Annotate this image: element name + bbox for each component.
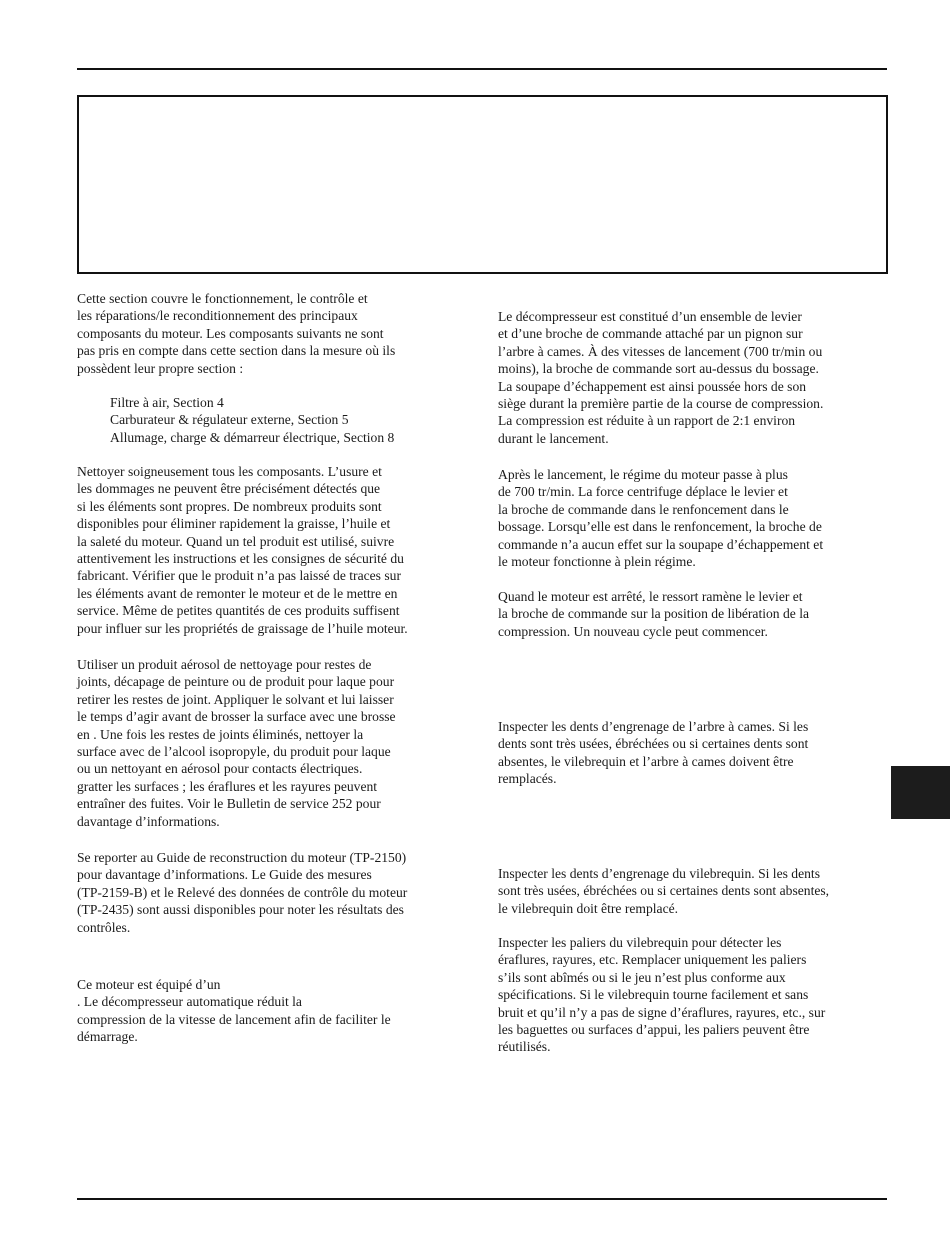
footer-rule — [77, 1198, 887, 1200]
cleaning-paragraph: Nettoyer soigneusement tous les composants. L’usure et les dommages ne peuvent être précisément détectés que si les éléments sont propres. De nombreux produits sont disponibles pour éliminer rapidement la graisse, l’huile et la saleté du moteur. Quand un tel produit est utilisé, suivre attentivement les instructions et les consignes de sécurité du fabricant. Vérifier que le produit n’a pas laissé de traces sur les éléments avant de remonter le moteur et de le mettre en service. Même de petites quantités de ces produits suffisent pour influer sur les propriétés de graissage de l’huile moteur. — [77, 464, 408, 636]
intro-paragraph: Cette section couvre le fonctionnement, le contrôle et les réparations/le reconditionnement des principaux composants du moteur. Les composants suivants ne sont pas pris en compte dans cette section dans la mesure où ils possèdent leur propre section : — [77, 291, 396, 376]
decompressor-description-paragraph: Le décompresseur est constitué d’un ensemble de levier et d’une broche de commande attaché par un pignon sur l’arbre à cames. À des vitesses de lancement (700 tr/min ou moins), la broche de commande sort au-dessus du bossage. La soupape d’échappement est ainsi poussée hors de son siège durant la première partie de la course de compression. La compression est réduite à un rapport de 2:1 environ durant le lancement. — [498, 309, 824, 446]
crankshaft-bearings-paragraph: Inspecter les paliers du vilebrequin pour détecter les éraflures, rayures, etc. Remplacer uniquement les paliers s’ils sont abîmés ou si le jeu n’est plus conforme aux spécifications. Si le vilebrequin tourne facilement et sans bruit et qu’il n’y a pas de signe d’éraflures, rayures, etc., sur les baguettes ou surfaces d’appui, les paliers peuvent être réutilisés. — [498, 935, 826, 1055]
after-cranking-paragraph: Après le lancement, le régime du moteur passe à plus de 700 tr/min. La force centrifuge déplace le levier et la broche de commande dans le renfoncement dans le bossage. Lorsqu’elle est dans le renfoncement, la broche de commande n’a aucun effet sur la soupape d’échappement et le moteur fonctionne à plein régime. — [498, 467, 824, 570]
warning-box-frame — [77, 95, 888, 274]
camshaft-inspection-paragraph: Inspecter les dents d’engrenage de l’arbre à cames. Si les dents sont très usées, ébréchées ou si certaines dents sont absentes, le vilebrequin et l’arbre à cames doivent être remplacés. — [498, 719, 809, 787]
crankshaft-gear-inspection-paragraph: Inspecter les dents d’engrenage du vilebrequin. Si les dents sont très usées, ébréchées ou si certaines dents sont absentes, le vilebrequin doit être remplacé. — [498, 866, 830, 916]
reference-guides-paragraph: Se reporter au Guide de reconstruction du moteur (TP-2150) pour davantage d’informations. Le Guide des mesures (TP-2159-B) et le Relevé des données de contrôle du moteur (TP-2435) sont aussi disponibles pour noter les résultats des contrôles. — [77, 850, 408, 935]
decompressor-intro-paragraph: Ce moteur est équipé d’un . Le décompresseur automatique réduit la compression de la vitesse de lancement afin de faciliter le démarrage. — [77, 977, 391, 1045]
excluded-sections-list: Filtre à air, Section 4 Carburateur & régulateur externe, Section 5 Allumage, charge & démarreur électrique, Section 8 — [110, 395, 395, 445]
engine-stopped-paragraph: Quand le moteur est arrêté, le ressort ramène le levier et la broche de commande sur la position de libération de la compression. Un nouveau cycle peut commencer. — [498, 589, 810, 639]
gasket-removal-paragraph: Utiliser un produit aérosol de nettoyage pour restes de joints, décapage de peinture ou de produit pour laque pour retirer les restes de joint. Appliquer le solvant et lui laisser le temps d’agir avant de brosser la surface avec une brosse en . Une fois les restes de joints éliminés, nettoyer la surface avec de l’alcool isopropyle, du produit pour laque ou un nettoyant en aérosol pour contacts électriques. gratter les surfaces ; les éraflures et les rayures peuvent entraîner des fuites. Voir le Bulletin de service 252 pour davantage d’informations. — [77, 657, 396, 829]
header-rule — [77, 68, 887, 70]
